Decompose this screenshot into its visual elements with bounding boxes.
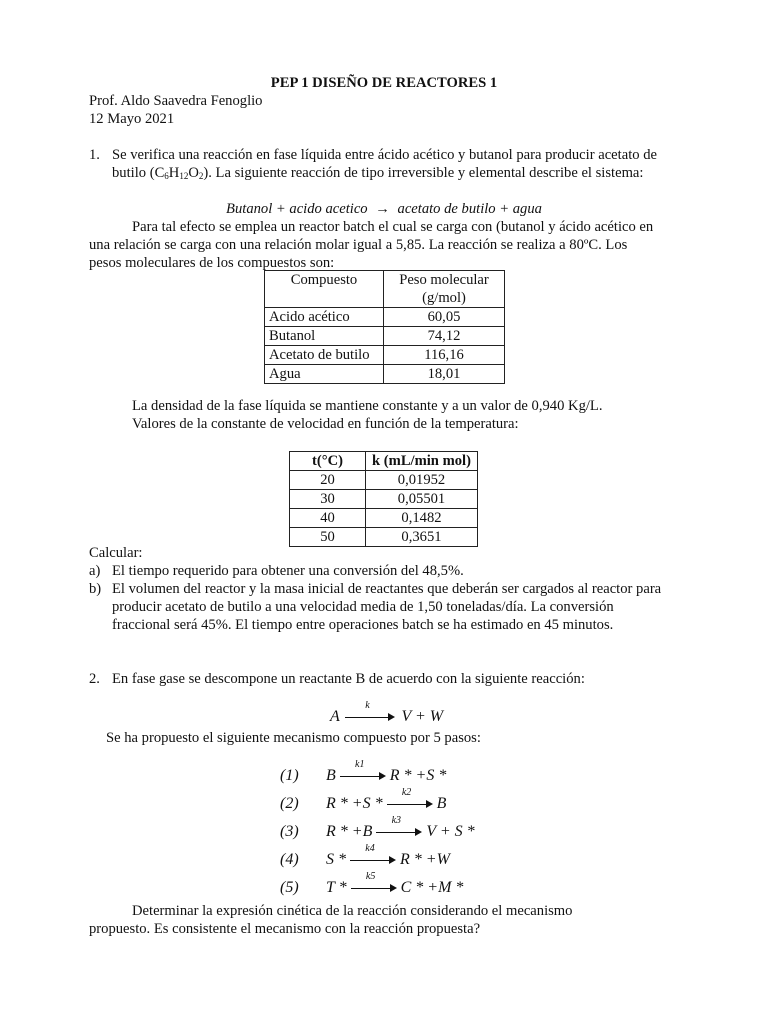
reaction-arrow-icon bbox=[351, 871, 397, 895]
table2-k: 0,1482 bbox=[366, 509, 478, 528]
table2-k: 0,01952 bbox=[366, 471, 478, 490]
rate-constant-table bbox=[289, 451, 478, 547]
table-row bbox=[265, 327, 505, 346]
mechanism-step bbox=[280, 871, 464, 897]
part-a-label: a) bbox=[89, 563, 101, 579]
reaction-arrow-icon bbox=[387, 787, 433, 811]
mechanism-step bbox=[280, 843, 450, 869]
step-rate-constant: k5 bbox=[365, 871, 376, 883]
table1-header-weight-line1: Peso molecular bbox=[399, 272, 489, 288]
mechanism-step bbox=[280, 759, 447, 785]
intro-line2-end: ). La siguiente reacción de tipo irreversible y elemental describe el sistema: bbox=[203, 165, 644, 181]
reaction-arrow-icon bbox=[345, 700, 395, 724]
reaction-arrow-icon bbox=[376, 815, 422, 839]
step-label: (3) bbox=[280, 823, 299, 840]
step-label: (2) bbox=[280, 795, 299, 812]
exam-date: 12 Mayo 2021 bbox=[89, 111, 175, 127]
reaction-arrow-icon bbox=[340, 759, 386, 783]
table1-compound: Agua bbox=[265, 365, 384, 384]
table-row bbox=[290, 471, 478, 490]
part-a-text: El tiempo requerido para obtener una conversión del 48,5%. bbox=[112, 563, 464, 579]
table-row bbox=[265, 308, 505, 327]
table1-header-weight bbox=[384, 271, 505, 308]
formula-h: H bbox=[168, 165, 180, 181]
step-reactants: R * +S * bbox=[326, 795, 383, 812]
table2-temperature: 50 bbox=[290, 528, 366, 547]
reaction-products: acetato de butilo + agua bbox=[397, 201, 542, 217]
mechanism-step bbox=[280, 815, 475, 841]
paragraph-2-line3: pesos moleculares de los compuestos son: bbox=[89, 255, 335, 271]
table1-compound: Acetato de butilo bbox=[265, 346, 384, 365]
step-rate-constant: k3 bbox=[391, 815, 402, 827]
mechanism-intro: Se ha propuesto el siguiente mecanismo compuesto por 5 pasos: bbox=[106, 730, 481, 746]
paragraph-2-line1: Para tal efecto se emplea un reactor batch el cual se carga con (butanol y ácido acético en bbox=[132, 219, 654, 235]
mechanism-step bbox=[280, 787, 447, 813]
table1-weight: 18,01 bbox=[384, 365, 505, 384]
step-rate-constant: k1 bbox=[355, 759, 365, 771]
step-label: (1) bbox=[280, 767, 299, 784]
table-row bbox=[290, 490, 478, 509]
table2-header-k: k (mL/min mol) bbox=[366, 452, 478, 471]
intro-line2-start: butilo (C bbox=[112, 165, 165, 181]
professor-name: Prof. Aldo Saavedra Fenoglio bbox=[89, 93, 263, 109]
formula-o: O bbox=[188, 165, 199, 181]
part-b-line2: producir acetato de butilo a una velocidad media de 1,50 toneladas/día. La conversión bbox=[112, 599, 614, 615]
formula-sub-h: 12 bbox=[179, 171, 189, 181]
step-products: B bbox=[436, 795, 447, 812]
step-products: C * +M * bbox=[400, 879, 464, 896]
step-reactants: S * bbox=[326, 851, 346, 868]
table-row bbox=[290, 509, 478, 528]
table2-temperature: 20 bbox=[290, 471, 366, 490]
final-question-line2: propuesto. Es consistente el mecanismo con la reacción propuesta? bbox=[89, 921, 481, 937]
step-rate-constant: k2 bbox=[401, 787, 412, 799]
table1-weight: 60,05 bbox=[384, 308, 505, 327]
calcular-label: Calcular: bbox=[89, 545, 143, 561]
table-row bbox=[265, 365, 505, 384]
paragraph-2-line2: una relación se carga con una relación molar igual a 5,85. La reacción se realiza a 80ºC. Los bbox=[89, 237, 628, 253]
step-products: R * +W bbox=[400, 851, 450, 868]
table1-weight: 116,16 bbox=[384, 346, 505, 365]
question-1-number: 1. bbox=[89, 147, 100, 163]
formula-sub-c: 6 bbox=[164, 171, 169, 181]
table2-temperature: 40 bbox=[290, 509, 366, 528]
table1-weight: 74,12 bbox=[384, 327, 505, 346]
reaction-arrow-icon: → bbox=[375, 201, 390, 217]
reaction-equation bbox=[0, 200, 768, 218]
rate-constant-text: Valores de la constante de velocidad en función de la temperatura: bbox=[132, 416, 519, 432]
table-row bbox=[290, 528, 478, 547]
density-text: La densidad de la fase líquida se mantiene constante y a un valor de 0,940 Kg/L. bbox=[132, 398, 603, 414]
step-reactants: R * +B bbox=[326, 823, 373, 840]
document-title: PEP 1 DISEÑO DE REACTORES 1 bbox=[270, 75, 498, 91]
part-b-label: b) bbox=[89, 581, 102, 597]
final-question-line1: Determinar la expresión cinética de la reacción considerando el mecanismo bbox=[132, 903, 573, 919]
question-1-intro-line1: Se verifica una reacción en fase líquida entre ácido acético y butanol para producir acetato de bbox=[112, 147, 657, 163]
step-products: R * +S * bbox=[389, 767, 447, 784]
table2-k: 0,05501 bbox=[366, 490, 478, 509]
overall-reaction bbox=[330, 700, 444, 726]
step-reactants: T * bbox=[326, 879, 347, 896]
table-row bbox=[265, 346, 505, 365]
table1-header-weight-line2: (g/mol) bbox=[422, 290, 466, 306]
step-label: (5) bbox=[280, 879, 299, 896]
table2-temperature: 30 bbox=[290, 490, 366, 509]
table1-compound: Acido acético bbox=[265, 308, 384, 327]
table1-header-compound: Compuesto bbox=[265, 271, 384, 308]
formula-sub-o: 2 bbox=[198, 171, 204, 181]
table1-compound: Butanol bbox=[265, 327, 384, 346]
step-rate-constant: k4 bbox=[365, 843, 375, 855]
table2-k: 0,3651 bbox=[366, 528, 478, 547]
step-label: (4) bbox=[280, 851, 299, 868]
step-products: V + S * bbox=[426, 823, 475, 840]
question-1-intro-line2 bbox=[112, 164, 679, 182]
rate-constant-label: k bbox=[365, 700, 370, 712]
question-2-number: 2. bbox=[89, 671, 100, 687]
part-b-line1: El volumen del reactor y la masa inicial de reactantes que deberán ser cargados al reactor para bbox=[112, 581, 662, 597]
step-reactants: B bbox=[326, 767, 336, 784]
reaction-reactants: Butanol + acido acetico bbox=[226, 201, 368, 217]
overall-reactant: A bbox=[330, 708, 340, 725]
overall-products: V + W bbox=[401, 708, 444, 725]
question-2-intro: En fase gase se descompone un reactante B de acuerdo con la siguiente reacción: bbox=[112, 671, 585, 687]
part-b-line3: fraccional será 45%. El tiempo entre operaciones batch se ha estimado en 45 minutos. bbox=[112, 617, 614, 633]
molecular-weight-table bbox=[264, 270, 505, 384]
table2-header-temperature: t(°C) bbox=[290, 452, 366, 471]
reaction-arrow-icon bbox=[350, 843, 396, 867]
